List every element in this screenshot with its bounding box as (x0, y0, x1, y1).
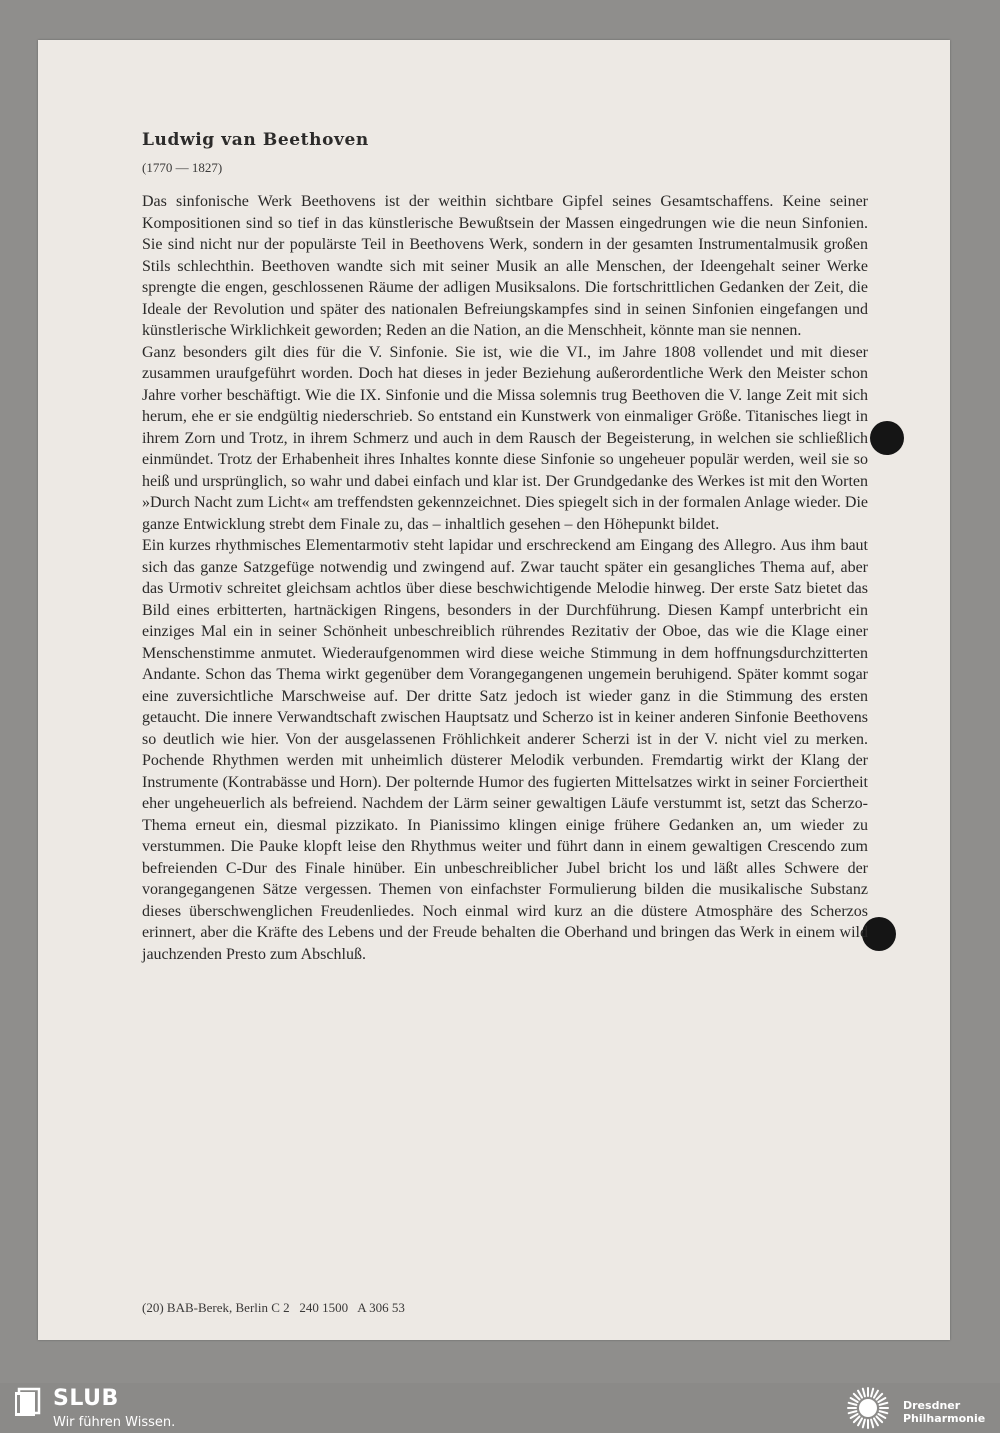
paragraph-3: Ein kurzes rhythmisches Elementarmotiv steht lapidar und erschreckend am Eingang des Allegro. Aus ihm baut sich das ganze Satzgefüge notwendig und zwingend auf. Zwar taucht später ein gesangliches Thema auf, aber das Urmotiv schreitet gleichsam achtlos über diese beschwichtigende Melodie hinweg. Der erste Satz bietet das Bild eines erbitterten, hartnäckigen Ringens, besonders in der Durchführung. Diesen Kampf unterbricht ein einziges Mal ein in seiner Schönheit unbeschreiblich rührendes Rezitativ der Oboe, das wie die Klage einer Menschenstimme anmutet. Wiederaufgenommen wird diese weiche Stimmung in dem hoffnungsdurchzitterten Andante. Schon das Thema wirkt gegenüber dem Vorangegangenen ungemein beruhigend. Später kommt sogar eine zuversichtliche Marschweise auf. Der dritte Satz jedoch ist wieder ganz in die Stimmung des ersten getaucht. Die innere Verwandtschaft zwischen Hauptsatz und Scherzo ist in keiner anderen Sinfonie Beethovens so deutlich wie hier. Von der ausgelassenen Fröhlichkeit anderer Scherzi ist in der V. nicht viel zu merken. Pochende Rhythmen werden mit unheimlich düsterer Melodik verbunden. Fremdartig wirkt der Klang der Instrumente (Kontrabässe und Horn). Der polternde Humor des fugierten Mittelsatzes wirkt in seiner Forciertheit eher ungeheuerlich als befreiend. Nachdem der Lärm seiner gewaltigen Läufe verstummt ist, setzt das Scherzo-Thema erneut ein, diesmal pizzikato. In Pianissimo klingen einige frühere Gedanken an, um wieder zu verstummen. Die Pauke klopft leise den Rhythmus weiter und führt dann in einem gewaltigen Crescendo zum befreienden C-Dur des Finale hinüber. Ein unbeschreiblicher Jubel bricht los und läßt alles Schwere der vorangegangenen Sätze vergessen. Themen von einfachster Formulierung bilden die musikalische Substanz dieses überschwenglichen Freudenliedes. Noch einmal wird kurz an die düstere Atmosphäre des Scherzos erinnert, aber die Kräfte des Lebens und der Freude behalten die Oberhand und bringen das Werk in einem wild jauchzenden Presto zum Abschluß. (142, 537, 868, 963)
punch-hole-top (870, 421, 904, 455)
document-title: Ludwig van Beethoven (142, 130, 369, 150)
partner-name-line-2: Philharmonie (903, 1412, 986, 1425)
sunburst-ray (874, 1418, 878, 1425)
partner-name-line-1: Dresdner (903, 1399, 961, 1412)
sunburst-ray (878, 1398, 885, 1402)
composer-dates: (1770 — 1827) (142, 160, 223, 175)
paragraph-1: Das sinfonische Werk Beethovens ist der weithin sichtbare Gipfel seines Gesamtschaffens. Keine seiner Kompositionen sind so tief in das künstlerische Bewußtsein der Massen eingedrungen wie die neun Sinfonien. Sie sind nicht nur der populärste Teil in Beethovens Werk, sondern in der gesamten Instrumentalmusik großen Stils schlechthin. Beethoven wandte sich mit seiner Musik an alle Menschen, der Ideengehalt seiner Werke sprengte die engen, geschlossenen Räume der adligen Musiksalons. Die fortschrittlichen Gedanken der Zeit, die Ideale der Revolution und später des nationalen Befreiungskampfes sind in seinen Sinfonien eingefangen und künstlerische Wirklichkeit geworden; Reden an die Nation, an die Menschheit, könnte man sie nennen. (142, 193, 868, 339)
slub-book-icon[interactable] (12, 1387, 44, 1419)
sunburst-ray (858, 1418, 862, 1425)
slub-claim: Wir führen Wissen. (53, 1415, 176, 1430)
document-body (142, 191, 868, 965)
slub-name[interactable]: SLUB (53, 1386, 119, 1411)
sunburst-ray (871, 1389, 873, 1397)
sunburst-ray (851, 1398, 858, 1402)
dresdner-philharmonie-sunburst-icon[interactable] (842, 1385, 894, 1431)
paragraph-2: Ganz besonders gilt dies für die V. Sinfonie. Sie ist, wie die VI., im Jahre 1808 vollendet und mit dieser zusammen uraufgeführt worden. Doch hat dieses in jeder Beziehung außerordentliche Werk den Meister schon Jahre vorher beschäftigt. Wie die IX. Sinfonie und die Missa solemnis trug Beethoven die V. lange Zeit mit sich herum, ehe er sie endgültig niederschrieb. So entstand ein Kunstwerk von einmaliger Größe. Titanisches liegt in ihrem Zorn und Trotz, in ihrem Schmerz und auch in dem Rausch der Begeisterung, in welchen sie schließlich einmündet. Trotz der Erhabenheit ihres Inhaltes konnte diese Sinfonie so ungeheuer populär werden, weil sie so heiß und ursprünglich, so wahr und dabei einfach und klar ist. Der Grundgedanke des Werkes ist mit den Worten »Durch Nacht zum Licht« am treffendsten gekennzeichnet. Dies spiegelt sich in der formalen Anlage wieder. Die ganze Entwicklung strebt dem Finale zu, das – inhaltlich gesehen – den Höhepunkt bildet. (142, 343, 868, 533)
sunburst-ray (878, 1414, 885, 1418)
sunburst-ray (858, 1391, 862, 1398)
sunburst-ray (849, 1411, 857, 1413)
sunburst-ray (876, 1394, 882, 1400)
printer-imprint: (20) BAB-Berek, Berlin C 2 240 1500 A 306 53 (142, 1300, 405, 1315)
sunburst-ray (871, 1420, 873, 1428)
sunburst-ray (876, 1416, 882, 1422)
sunburst-ray (851, 1414, 858, 1418)
sunburst-ray (849, 1403, 857, 1405)
sunburst-ray (854, 1394, 860, 1400)
sunburst-ray (863, 1420, 865, 1428)
sunburst-ray (863, 1389, 865, 1397)
sunburst-ray (874, 1391, 878, 1398)
sunburst-ray (854, 1416, 860, 1422)
sunburst-ray (880, 1403, 888, 1405)
partner-name[interactable] (903, 1399, 985, 1425)
sunburst-ray (880, 1411, 888, 1413)
